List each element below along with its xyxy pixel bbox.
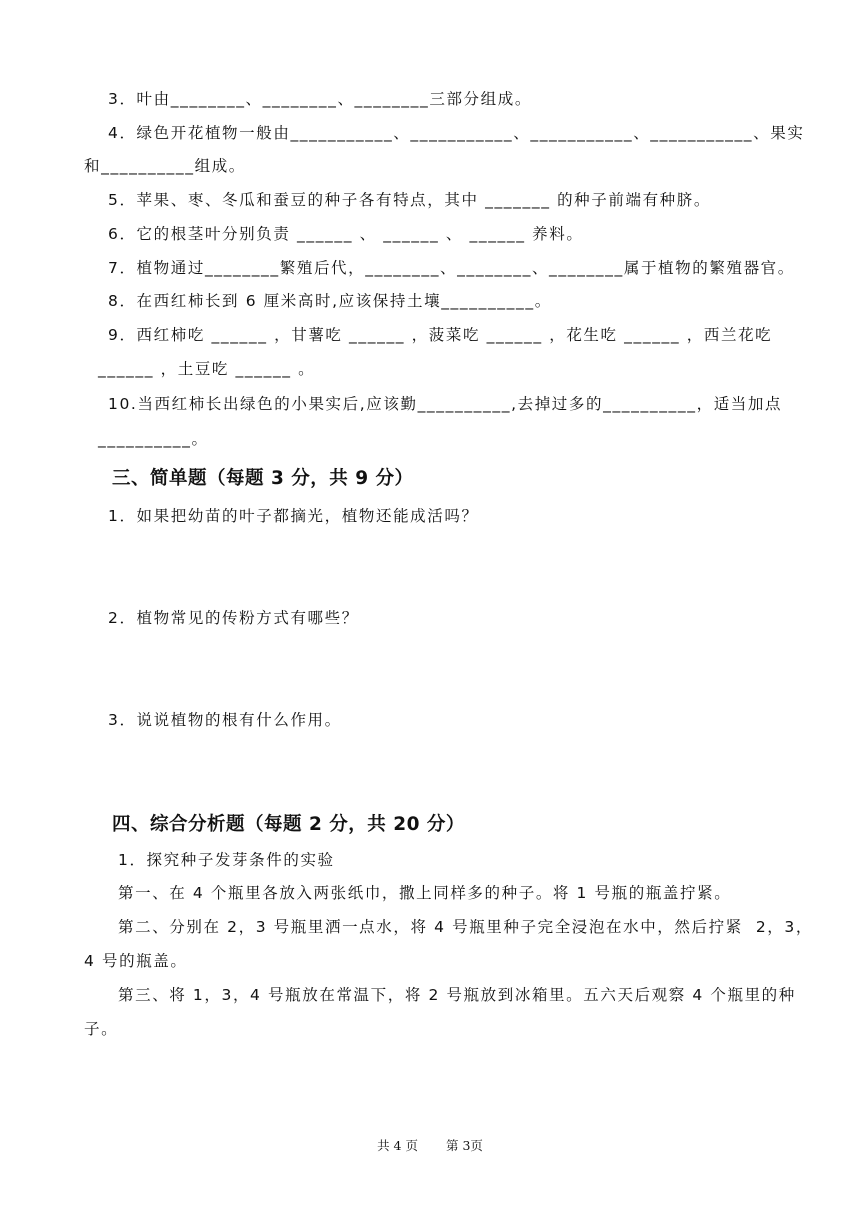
total-pages: 共 4 页	[377, 1138, 418, 1153]
section-3-question-2: 2．植物常见的传粉方式有哪些？	[108, 609, 359, 627]
question-10-line-1: 10.当西红柿长出绿色的小果实后,应该勤__________,去掉过多的__________，适当加点	[108, 395, 783, 413]
experiment-step-3-line-2: 子。	[84, 1020, 119, 1038]
section-4-heading: 四、综合分析题（每题 2 分，共 20 分）	[112, 814, 465, 835]
question-7: 7．植物通过________繁殖后代，________、________、________属于植物的繁殖器官。	[108, 259, 795, 277]
page-footer	[0, 1136, 860, 1154]
question-6: 6．它的根茎叶分别负责 ______ 、 ______ 、 ______ 养料。	[108, 225, 584, 243]
question-8: 8．在西红柿长到 6 厘米高时,应该保持土壤__________。	[108, 292, 552, 310]
question-4-line-2: 和__________组成。	[84, 157, 246, 175]
current-page: 第 3页	[445, 1138, 483, 1153]
question-5: 5．苹果、枣、冬瓜和蚕豆的种子各有特点，其中 _______ 的种子前端有种脐。	[108, 191, 711, 209]
question-4-line-1: 4．绿色开花植物一般由___________、___________、___________、___________、果实	[108, 124, 805, 142]
experiment-step-2-line-1: 第二、分别在 2，3 号瓶里洒一点水，将 4 号瓶里种子完全浸泡在水中，然后拧紧 2，3，	[118, 918, 813, 936]
experiment-step-3-line-1: 第三、将 1，3，4 号瓶放在常温下，将 2 号瓶放到冰箱里。五六天后观察 4 个瓶里的种	[118, 986, 796, 1004]
section-3-heading: 三、简单题（每题 3 分，共 9 分）	[112, 468, 414, 489]
experiment-step-1: 第一、在 4 个瓶里各放入两张纸巾，撒上同样多的种子。将 1 号瓶的瓶盖拧紧。	[118, 884, 732, 902]
section-3-question-3: 3．说说植物的根有什么作用。	[108, 711, 342, 729]
section-4-question-1-title: 1．探究种子发芽条件的实验	[118, 851, 335, 869]
section-3-question-1: 1．如果把幼苗的叶子都摘光，植物还能成活吗？	[108, 507, 479, 525]
question-3: 3．叶由________、________、________三部分组成。	[108, 90, 532, 108]
question-9-line-1: 9．西红柿吃 ______ ，甘薯吃 ______ ，菠菜吃 ______ ，花生吃 ______ ，西兰花吃	[108, 326, 773, 344]
question-10-line-2: __________。	[98, 430, 209, 448]
experiment-step-2-line-2: 4 号的瓶盖。	[84, 952, 188, 970]
question-9-line-2: ______ ，土豆吃 ______ 。	[98, 360, 316, 378]
